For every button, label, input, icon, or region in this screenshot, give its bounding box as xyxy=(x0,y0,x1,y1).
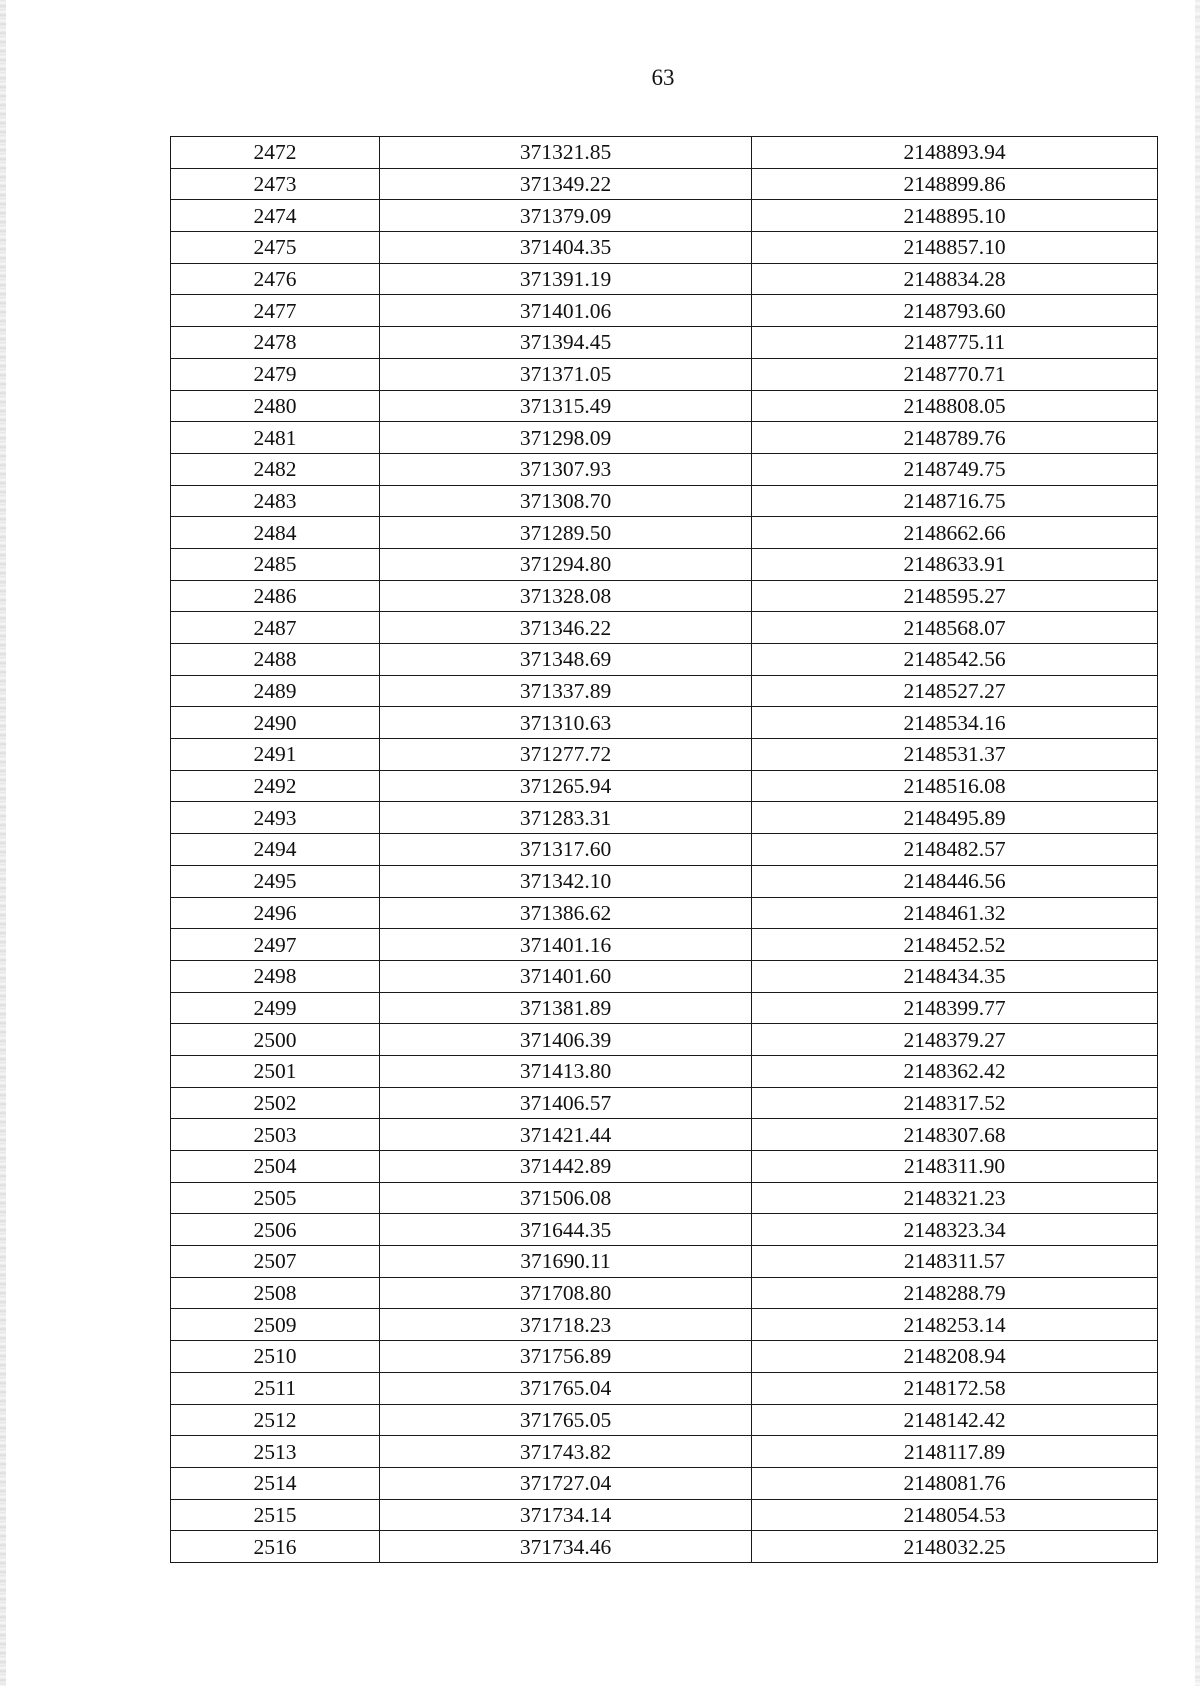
table-row xyxy=(171,485,1158,517)
y-coordinate-cell: 2148317.52 xyxy=(752,1087,1158,1119)
table-row xyxy=(171,1182,1158,1214)
x-coordinate-cell: 371734.14 xyxy=(380,1499,752,1531)
point-id-cell: 2503 xyxy=(171,1119,380,1151)
y-coordinate-cell: 2148534.16 xyxy=(752,707,1158,739)
table-row xyxy=(171,929,1158,961)
y-coordinate-cell: 2148446.56 xyxy=(752,865,1158,897)
x-coordinate-cell: 371394.45 xyxy=(380,327,752,359)
point-id-cell: 2481 xyxy=(171,422,380,454)
table-row xyxy=(171,137,1158,169)
x-coordinate-cell: 371406.57 xyxy=(380,1087,752,1119)
y-coordinate-cell: 2148531.37 xyxy=(752,739,1158,771)
point-id-cell: 2509 xyxy=(171,1309,380,1341)
page-number: 63 xyxy=(651,65,675,90)
point-id-cell: 2493 xyxy=(171,802,380,834)
point-id-cell: 2505 xyxy=(171,1182,380,1214)
scan-edge-left xyxy=(0,0,6,1686)
table-row xyxy=(171,295,1158,327)
x-coordinate-cell: 371401.60 xyxy=(380,960,752,992)
point-id-cell: 2512 xyxy=(171,1404,380,1436)
x-coordinate-cell: 371756.89 xyxy=(380,1341,752,1373)
table-row xyxy=(171,865,1158,897)
y-coordinate-cell: 2148793.60 xyxy=(752,295,1158,327)
y-coordinate-cell: 2148117.89 xyxy=(752,1436,1158,1468)
y-coordinate-cell: 2148482.57 xyxy=(752,834,1158,866)
coordinate-table xyxy=(170,136,1158,1563)
table-row xyxy=(171,200,1158,232)
x-coordinate-cell: 371401.06 xyxy=(380,295,752,327)
x-coordinate-cell: 371310.63 xyxy=(380,707,752,739)
y-coordinate-cell: 2148399.77 xyxy=(752,992,1158,1024)
table-row xyxy=(171,992,1158,1024)
x-coordinate-cell: 371381.89 xyxy=(380,992,752,1024)
table-row xyxy=(171,770,1158,802)
x-coordinate-cell: 371321.85 xyxy=(380,137,752,169)
y-coordinate-cell: 2148323.34 xyxy=(752,1214,1158,1246)
table-row xyxy=(171,1341,1158,1373)
point-id-cell: 2510 xyxy=(171,1341,380,1373)
x-coordinate-cell: 371349.22 xyxy=(380,168,752,200)
table-row xyxy=(171,612,1158,644)
x-coordinate-cell: 371337.89 xyxy=(380,675,752,707)
table-row xyxy=(171,232,1158,264)
point-id-cell: 2480 xyxy=(171,390,380,422)
scan-edge-right xyxy=(1195,0,1200,1686)
y-coordinate-cell: 2148834.28 xyxy=(752,263,1158,295)
table-row xyxy=(171,1531,1158,1563)
y-coordinate-cell: 2148321.23 xyxy=(752,1182,1158,1214)
x-coordinate-cell: 371265.94 xyxy=(380,770,752,802)
table-row xyxy=(171,422,1158,454)
point-id-cell: 2475 xyxy=(171,232,380,264)
x-coordinate-cell: 371386.62 xyxy=(380,897,752,929)
y-coordinate-cell: 2148633.91 xyxy=(752,548,1158,580)
y-coordinate-cell: 2148568.07 xyxy=(752,612,1158,644)
y-coordinate-cell: 2148054.53 xyxy=(752,1499,1158,1531)
table-row xyxy=(171,548,1158,580)
table-row xyxy=(171,390,1158,422)
point-id-cell: 2492 xyxy=(171,770,380,802)
table-row xyxy=(171,802,1158,834)
y-coordinate-cell: 2148461.32 xyxy=(752,897,1158,929)
point-id-cell: 2486 xyxy=(171,580,380,612)
y-coordinate-cell: 2148808.05 xyxy=(752,390,1158,422)
coordinate-table-container xyxy=(170,136,1158,1563)
x-coordinate-cell: 371743.82 xyxy=(380,1436,752,1468)
x-coordinate-cell: 371289.50 xyxy=(380,517,752,549)
y-coordinate-cell: 2148595.27 xyxy=(752,580,1158,612)
point-id-cell: 2508 xyxy=(171,1277,380,1309)
x-coordinate-cell: 371727.04 xyxy=(380,1467,752,1499)
x-coordinate-cell: 371315.49 xyxy=(380,390,752,422)
point-id-cell: 2514 xyxy=(171,1467,380,1499)
y-coordinate-cell: 2148527.27 xyxy=(752,675,1158,707)
point-id-cell: 2501 xyxy=(171,1055,380,1087)
x-coordinate-cell: 371328.08 xyxy=(380,580,752,612)
table-row xyxy=(171,644,1158,676)
table-row xyxy=(171,1024,1158,1056)
y-coordinate-cell: 2148893.94 xyxy=(752,137,1158,169)
y-coordinate-cell: 2148307.68 xyxy=(752,1119,1158,1151)
point-id-cell: 2490 xyxy=(171,707,380,739)
x-coordinate-cell: 371734.46 xyxy=(380,1531,752,1563)
x-coordinate-cell: 371348.69 xyxy=(380,644,752,676)
table-row xyxy=(171,1119,1158,1151)
table-row xyxy=(171,1151,1158,1183)
y-coordinate-cell: 2148542.56 xyxy=(752,644,1158,676)
x-coordinate-cell: 371391.19 xyxy=(380,263,752,295)
table-row xyxy=(171,960,1158,992)
table-row xyxy=(171,580,1158,612)
point-id-cell: 2474 xyxy=(171,200,380,232)
point-id-cell: 2513 xyxy=(171,1436,380,1468)
y-coordinate-cell: 2148452.52 xyxy=(752,929,1158,961)
x-coordinate-cell: 371317.60 xyxy=(380,834,752,866)
point-id-cell: 2478 xyxy=(171,327,380,359)
y-coordinate-cell: 2148789.76 xyxy=(752,422,1158,454)
x-coordinate-cell: 371401.16 xyxy=(380,929,752,961)
y-coordinate-cell: 2148032.25 xyxy=(752,1531,1158,1563)
x-coordinate-cell: 371283.31 xyxy=(380,802,752,834)
y-coordinate-cell: 2148379.27 xyxy=(752,1024,1158,1056)
y-coordinate-cell: 2148253.14 xyxy=(752,1309,1158,1341)
point-id-cell: 2504 xyxy=(171,1151,380,1183)
table-row xyxy=(171,1309,1158,1341)
y-coordinate-cell: 2148172.58 xyxy=(752,1372,1158,1404)
x-coordinate-cell: 371765.04 xyxy=(380,1372,752,1404)
table-row xyxy=(171,1246,1158,1278)
y-coordinate-cell: 2148899.86 xyxy=(752,168,1158,200)
table-row xyxy=(171,168,1158,200)
x-coordinate-cell: 371708.80 xyxy=(380,1277,752,1309)
y-coordinate-cell: 2148895.10 xyxy=(752,200,1158,232)
point-id-cell: 2507 xyxy=(171,1246,380,1278)
y-coordinate-cell: 2148775.11 xyxy=(752,327,1158,359)
point-id-cell: 2499 xyxy=(171,992,380,1024)
point-id-cell: 2482 xyxy=(171,453,380,485)
table-row xyxy=(171,1436,1158,1468)
point-id-cell: 2472 xyxy=(171,137,380,169)
y-coordinate-cell: 2148662.66 xyxy=(752,517,1158,549)
point-id-cell: 2491 xyxy=(171,739,380,771)
table-row xyxy=(171,327,1158,359)
point-id-cell: 2515 xyxy=(171,1499,380,1531)
point-id-cell: 2484 xyxy=(171,517,380,549)
point-id-cell: 2497 xyxy=(171,929,380,961)
table-row xyxy=(171,834,1158,866)
y-coordinate-cell: 2148288.79 xyxy=(752,1277,1158,1309)
y-coordinate-cell: 2148311.90 xyxy=(752,1151,1158,1183)
x-coordinate-cell: 371421.44 xyxy=(380,1119,752,1151)
point-id-cell: 2488 xyxy=(171,644,380,676)
x-coordinate-cell: 371342.10 xyxy=(380,865,752,897)
y-coordinate-cell: 2148142.42 xyxy=(752,1404,1158,1436)
point-id-cell: 2476 xyxy=(171,263,380,295)
y-coordinate-cell: 2148208.94 xyxy=(752,1341,1158,1373)
table-row xyxy=(171,897,1158,929)
table-row xyxy=(171,1499,1158,1531)
x-coordinate-cell: 371442.89 xyxy=(380,1151,752,1183)
y-coordinate-cell: 2148770.71 xyxy=(752,358,1158,390)
coordinate-table-body xyxy=(171,137,1158,1563)
x-coordinate-cell: 371307.93 xyxy=(380,453,752,485)
point-id-cell: 2495 xyxy=(171,865,380,897)
table-row xyxy=(171,675,1158,707)
y-coordinate-cell: 2148311.57 xyxy=(752,1246,1158,1278)
table-row xyxy=(171,358,1158,390)
point-id-cell: 2483 xyxy=(171,485,380,517)
point-id-cell: 2506 xyxy=(171,1214,380,1246)
x-coordinate-cell: 371294.80 xyxy=(380,548,752,580)
point-id-cell: 2498 xyxy=(171,960,380,992)
point-id-cell: 2511 xyxy=(171,1372,380,1404)
x-coordinate-cell: 371298.09 xyxy=(380,422,752,454)
table-row xyxy=(171,263,1158,295)
table-row xyxy=(171,1055,1158,1087)
y-coordinate-cell: 2148495.89 xyxy=(752,802,1158,834)
point-id-cell: 2487 xyxy=(171,612,380,644)
table-row xyxy=(171,739,1158,771)
y-coordinate-cell: 2148749.75 xyxy=(752,453,1158,485)
table-row xyxy=(171,1277,1158,1309)
x-coordinate-cell: 371644.35 xyxy=(380,1214,752,1246)
table-row xyxy=(171,517,1158,549)
y-coordinate-cell: 2148857.10 xyxy=(752,232,1158,264)
y-coordinate-cell: 2148081.76 xyxy=(752,1467,1158,1499)
x-coordinate-cell: 371346.22 xyxy=(380,612,752,644)
y-coordinate-cell: 2148516.08 xyxy=(752,770,1158,802)
x-coordinate-cell: 371765.05 xyxy=(380,1404,752,1436)
point-id-cell: 2489 xyxy=(171,675,380,707)
y-coordinate-cell: 2148434.35 xyxy=(752,960,1158,992)
point-id-cell: 2502 xyxy=(171,1087,380,1119)
table-row xyxy=(171,1214,1158,1246)
x-coordinate-cell: 371371.05 xyxy=(380,358,752,390)
x-coordinate-cell: 371413.80 xyxy=(380,1055,752,1087)
point-id-cell: 2494 xyxy=(171,834,380,866)
point-id-cell: 2500 xyxy=(171,1024,380,1056)
x-coordinate-cell: 371379.09 xyxy=(380,200,752,232)
point-id-cell: 2473 xyxy=(171,168,380,200)
point-id-cell: 2485 xyxy=(171,548,380,580)
point-id-cell: 2477 xyxy=(171,295,380,327)
point-id-cell: 2516 xyxy=(171,1531,380,1563)
table-row xyxy=(171,1467,1158,1499)
point-id-cell: 2479 xyxy=(171,358,380,390)
x-coordinate-cell: 371690.11 xyxy=(380,1246,752,1278)
table-row xyxy=(171,1087,1158,1119)
y-coordinate-cell: 2148716.75 xyxy=(752,485,1158,517)
x-coordinate-cell: 371277.72 xyxy=(380,739,752,771)
table-row xyxy=(171,707,1158,739)
x-coordinate-cell: 371308.70 xyxy=(380,485,752,517)
table-row xyxy=(171,1404,1158,1436)
table-row xyxy=(171,453,1158,485)
table-row xyxy=(171,1372,1158,1404)
point-id-cell: 2496 xyxy=(171,897,380,929)
x-coordinate-cell: 371404.35 xyxy=(380,232,752,264)
x-coordinate-cell: 371406.39 xyxy=(380,1024,752,1056)
y-coordinate-cell: 2148362.42 xyxy=(752,1055,1158,1087)
x-coordinate-cell: 371718.23 xyxy=(380,1309,752,1341)
x-coordinate-cell: 371506.08 xyxy=(380,1182,752,1214)
